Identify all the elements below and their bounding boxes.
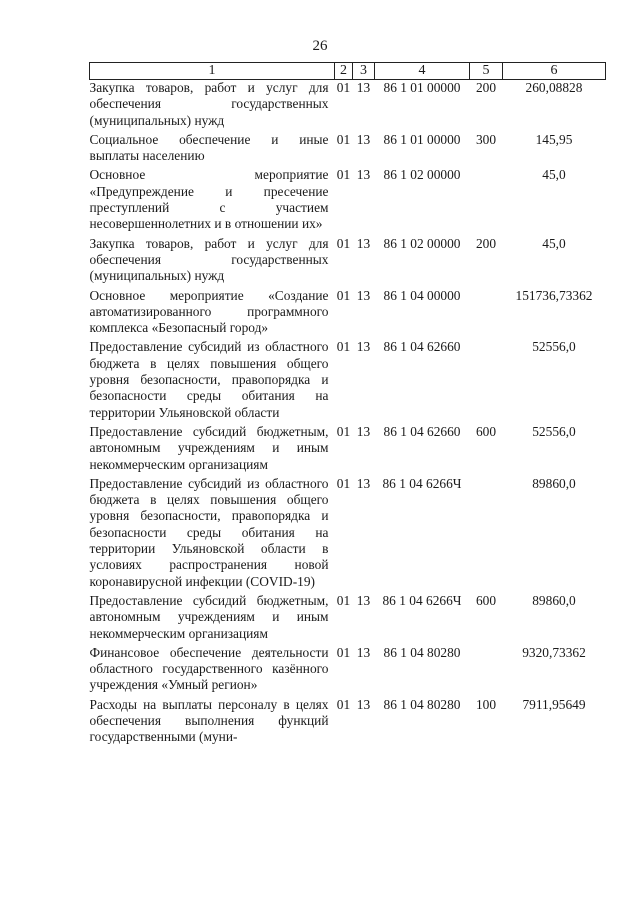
row-target-code: 86 1 04 00000	[383, 287, 461, 303]
row-name: Финансовое обеспечение деятельности областного государственного казённого учреждения «Умный регион»	[89, 644, 329, 693]
column-header: 5	[470, 63, 503, 80]
page-number: 26	[312, 38, 328, 54]
row-amount: 52556,0	[532, 339, 576, 355]
row-section: 01	[336, 287, 351, 303]
row-name: Предоставление субсидий бюджетным, автономным учреждениям и иным некоммерческим организациям	[89, 592, 329, 641]
row-target-code: 86 1 02 00000	[383, 167, 461, 183]
row-amount: 9320,73362	[522, 644, 586, 660]
row-expense-type	[470, 476, 503, 593]
table-row	[90, 80, 606, 132]
column-header: 6	[503, 63, 606, 80]
row-target-code: 86 1 01 00000	[383, 80, 461, 95]
table-row	[90, 593, 606, 645]
column-header: 3	[353, 63, 375, 80]
row-subsection: 13	[356, 131, 371, 147]
row-target-code: 86 1 04 62660	[383, 423, 461, 439]
row-subsection: 13	[356, 423, 371, 439]
row-subsection: 13	[356, 167, 371, 183]
row-name: Основное мероприятие «Предупреждение и пресечение преступлений с участием несовершеннолетних и в отношении их»	[89, 167, 329, 232]
column-header: 1	[90, 63, 335, 80]
row-expense-type: 600	[475, 423, 497, 439]
row-section: 01	[336, 423, 351, 439]
row-subsection: 13	[356, 475, 371, 491]
row-subsection: 13	[356, 644, 371, 660]
budget-table	[89, 62, 606, 749]
row-subsection: 13	[356, 592, 371, 608]
row-section: 01	[336, 167, 351, 183]
row-amount: 145,95	[535, 131, 573, 147]
row-name: Закупка товаров, работ и услуг для обеспечения государственных (муниципальных) нужд	[89, 80, 329, 128]
row-section: 01	[336, 80, 351, 95]
table-row	[90, 424, 606, 476]
row-expense-type: 600	[475, 592, 497, 608]
row-name: Закупка товаров, работ и услуг для обеспечения государственных (муниципальных) нужд	[89, 235, 329, 284]
row-amount: 52556,0	[532, 423, 576, 439]
table-header-row	[90, 63, 606, 80]
row-name: Основное мероприятие «Создание автоматизированного программного комплекса «Безопасный город»	[89, 287, 329, 336]
row-name: Предоставление субсидий из областного бюджета в целях повышения общего уровня безопасности, правопорядка и безопасности среды обитания на территории Ульяновской области	[89, 339, 329, 420]
row-amount: 7911,95649	[522, 696, 586, 712]
row-target-code: 86 1 02 00000	[383, 235, 461, 251]
row-expense-type: 200	[475, 80, 497, 95]
row-amount: 45,0	[542, 167, 566, 183]
table-row	[90, 236, 606, 288]
row-subsection: 13	[356, 696, 371, 712]
table-row	[90, 476, 606, 593]
row-expense-type	[470, 339, 503, 423]
row-expense-type: 100	[475, 696, 497, 712]
table-row	[90, 288, 606, 340]
row-section: 01	[336, 696, 351, 712]
table-row	[90, 697, 606, 749]
row-section: 01	[336, 644, 351, 660]
row-subsection: 13	[356, 287, 371, 303]
table-row	[90, 167, 606, 235]
row-expense-type: 300	[475, 131, 497, 147]
table-row	[90, 132, 606, 168]
row-amount: 151736,73362	[515, 287, 593, 303]
row-amount: 260,08828	[525, 80, 583, 95]
row-target-code: 86 1 04 6266Ч	[382, 475, 462, 491]
row-target-code: 86 1 01 00000	[383, 131, 461, 147]
row-subsection: 13	[356, 235, 371, 251]
table-row	[90, 645, 606, 697]
row-subsection: 13	[356, 80, 371, 95]
row-name: Предоставление субсидий из областного бюджета в целях повышения общего уровня безопасности, правопорядка и безопасности среды обитания на территории Ульяновской области в условиях распространения новой коронавирусной инфекции (COVID-19)	[89, 475, 329, 589]
row-name: Расходы на выплаты персоналу в целях обеспечения выполнения функций государственными (муни-	[89, 696, 329, 745]
row-section: 01	[336, 339, 351, 355]
row-name: Социальное обеспечение и иные выплаты населению	[89, 131, 329, 164]
row-subsection: 13	[356, 339, 371, 355]
row-amount: 45,0	[542, 235, 566, 251]
row-amount: 89860,0	[532, 475, 576, 491]
row-expense-type: 200	[475, 235, 497, 251]
column-header: 4	[375, 63, 470, 80]
row-expense-type	[470, 167, 503, 235]
row-target-code: 86 1 04 6266Ч	[382, 592, 462, 608]
row-target-code: 86 1 04 80280	[383, 644, 461, 660]
row-expense-type	[470, 288, 503, 340]
row-expense-type	[470, 645, 503, 697]
table-row	[90, 339, 606, 423]
row-section: 01	[336, 592, 351, 608]
column-header: 2	[335, 63, 353, 80]
row-name: Предоставление субсидий бюджетным, автономным учреждениям и иным некоммерческим организациям	[89, 423, 329, 472]
row-section: 01	[336, 475, 351, 491]
row-target-code: 86 1 04 80280	[383, 696, 461, 712]
row-section: 01	[336, 131, 351, 147]
row-target-code: 86 1 04 62660	[383, 339, 461, 355]
row-section: 01	[336, 235, 351, 251]
row-amount: 89860,0	[532, 592, 576, 608]
